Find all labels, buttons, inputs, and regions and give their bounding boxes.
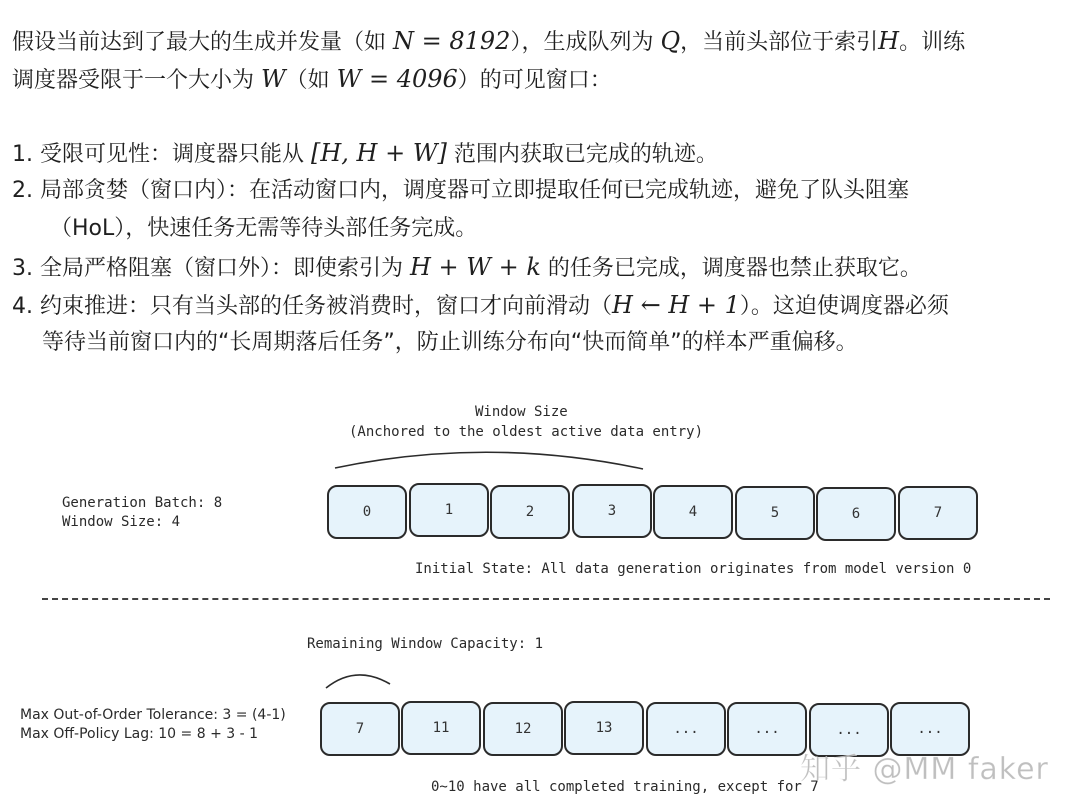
queue-slot: 13 [564, 701, 644, 755]
math-w: W [261, 65, 286, 93]
list-text: 等待当前窗口内的“长周期落后任务”，防止训练分布向“快而简单”的样本严重偏移。 [42, 330, 858, 355]
queue-slot: ... [727, 702, 807, 756]
queue-slot: 5 [735, 486, 815, 540]
math-q: Q [660, 27, 681, 55]
generation-batch-label: Generation Batch: 8 [62, 495, 223, 511]
list-text: （HoL），快速任务无需等待头部任务完成。 [50, 216, 478, 241]
remaining-capacity-label: Remaining Window Capacity: 1 [307, 636, 544, 652]
list-text: 的任务已完成，调度器也禁止获取它。 [540, 256, 922, 281]
math-n: N = 8192 [393, 27, 511, 55]
queue-slot: 2 [490, 485, 570, 539]
queue-slot: ... [809, 703, 889, 757]
queue-slot: 3 [572, 484, 652, 538]
queue-slot: 4 [653, 485, 733, 539]
window-size-subtitle: (Anchored to the oldest active data entry) [349, 424, 704, 440]
intro-text: 。训练 [899, 30, 966, 55]
math-h: H [878, 27, 900, 55]
intro-text: 假设当前达到了最大的生成并发量（如 [12, 30, 393, 55]
off-policy-lag-label: Max Off-Policy Lag: 10 = 8 + 3 - 1 [20, 726, 259, 742]
list-text: 范围内获取已完成的轨迹。 [446, 142, 718, 167]
queue-slot: 7 [320, 702, 400, 756]
list-number: 4. [12, 294, 33, 319]
intro-text: ），生成队列为 [510, 30, 661, 55]
intro-text: （如 [285, 68, 337, 93]
list-text: 全局严格阻塞（窗口外）：即使索引为 [40, 256, 410, 281]
completed-training-caption: 0~10 have all completed training, except for 7 [431, 779, 819, 795]
intro-text: 调度器受限于一个大小为 [12, 68, 261, 93]
math-hwk: H + W + k [410, 253, 541, 281]
queue-slot: 6 [816, 487, 896, 541]
intro-text: ，当前头部位于索引 [680, 30, 879, 55]
list-number: 2. [12, 178, 33, 203]
math-range: [H, H + W] [311, 139, 447, 167]
queue-slot: 11 [401, 701, 481, 755]
list-text: 局部贪婪（窗口内）：在活动窗口内，调度器可立即提取任何已完成轨迹，避免了队头阻塞 [40, 178, 910, 203]
watermark: 知乎 @MM faker [800, 752, 1049, 787]
out-of-order-tolerance-label: Max Out-of-Order Tolerance: 3 = (4-1) [20, 707, 286, 723]
queue-slot: 12 [483, 702, 563, 756]
initial-state-caption: Initial State: All data generation originates from model version 0 [415, 561, 972, 577]
queue-slot: 1 [409, 483, 489, 537]
intro-text: ）的可见窗口： [457, 68, 612, 93]
queue-slot: ... [890, 702, 970, 756]
list-text: 约束推进：只有当头部的任务被消费时，窗口才向前滑动（ [40, 294, 613, 319]
section-divider [42, 598, 1050, 600]
math-advance: H ← H + 1 [612, 291, 740, 319]
list-text: ）。这迫使调度器必须 [739, 294, 949, 319]
math-w-value: W = 4096 [336, 65, 458, 93]
window-size-title: Window Size [475, 404, 568, 420]
queue-slot: ... [646, 702, 726, 756]
list-number: 3. [12, 256, 33, 281]
window-size-label: Window Size: 4 [62, 514, 181, 530]
list-text: 受限可见性：调度器只能从 [40, 142, 311, 167]
list-number: 1. [12, 142, 33, 167]
queue-slot: 0 [327, 485, 407, 539]
queue-slot: 7 [898, 486, 978, 540]
